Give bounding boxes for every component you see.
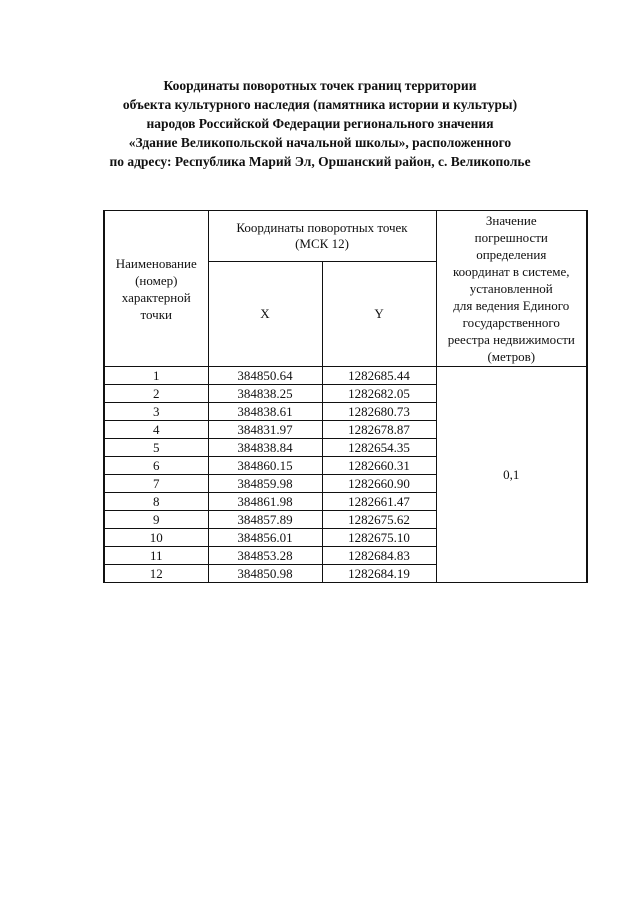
x-coordinate-cell: 384838.25	[208, 385, 322, 403]
table-header-row	[104, 211, 587, 262]
header-coords-line: (МСК 12)	[295, 236, 349, 251]
y-coordinate-cell: 1282685.44	[322, 367, 436, 385]
point-number-cell: 11	[104, 547, 208, 565]
y-coordinate-cell: 1282675.62	[322, 511, 436, 529]
y-coordinate-cell: 1282654.35	[322, 439, 436, 457]
y-coordinate-cell: 1282678.87	[322, 421, 436, 439]
point-number-cell: 10	[104, 529, 208, 547]
coordinates-table	[103, 210, 588, 583]
header-coords-group	[208, 211, 436, 262]
header-point-name-line: характерной	[121, 289, 191, 305]
y-coordinate-cell: 1282660.90	[322, 475, 436, 493]
header-point-name-line: (номер)	[135, 272, 178, 288]
x-coordinate-cell: 384850.64	[208, 367, 322, 385]
header-error-line: определения	[476, 247, 547, 262]
header-error-line: реестра недвижимости	[447, 332, 575, 347]
point-number-cell: 4	[104, 421, 208, 439]
point-number-cell: 1	[104, 367, 208, 385]
point-number-cell: 9	[104, 511, 208, 529]
y-coordinate-cell: 1282682.05	[322, 385, 436, 403]
title-line: народов Российской Федерации регионального значения	[146, 116, 494, 131]
x-coordinate-cell: 384856.01	[208, 529, 322, 547]
header-error-line: государственного	[462, 315, 560, 330]
point-number-cell: 8	[104, 493, 208, 511]
y-coordinate-cell: 1282661.47	[322, 493, 436, 511]
error-value-cell: 0,1	[436, 367, 587, 583]
point-number-cell: 5	[104, 439, 208, 457]
y-coordinate-cell: 1282684.83	[322, 547, 436, 565]
x-coordinate-cell: 384860.15	[208, 457, 322, 475]
x-coordinate-cell: 384850.98	[208, 565, 322, 583]
header-error-value	[436, 211, 587, 367]
y-coordinate-cell: 1282684.19	[322, 565, 436, 583]
header-point-name-line: Наименование	[115, 255, 197, 271]
y-coordinate-cell: 1282675.10	[322, 529, 436, 547]
header-point-name	[104, 211, 208, 367]
x-coordinate-cell: 384861.98	[208, 493, 322, 511]
point-number-cell: 7	[104, 475, 208, 493]
y-coordinate-cell: 1282680.73	[322, 403, 436, 421]
document-title	[60, 76, 580, 171]
header-error-line: для ведения Единого	[453, 298, 570, 313]
y-coordinate-cell: 1282660.31	[322, 457, 436, 475]
x-coordinate-cell: 384838.61	[208, 403, 322, 421]
x-coordinate-cell: 384859.98	[208, 475, 322, 493]
header-coords-line: Координаты поворотных точек	[236, 220, 408, 235]
x-coordinate-cell: 384838.84	[208, 439, 322, 457]
header-error-line: координат в системе,	[453, 264, 570, 279]
header-error-line: установленной	[469, 281, 553, 296]
title-line: по адресу: Республика Марий Эл, Оршанский район, с. Великополье	[109, 154, 531, 169]
point-number-cell: 6	[104, 457, 208, 475]
header-error-line: погрешности	[474, 230, 548, 245]
title-line: Координаты поворотных точек границ территории	[163, 78, 477, 93]
header-point-name-line: точки	[140, 306, 172, 322]
x-coordinate-cell: 384853.28	[208, 547, 322, 565]
point-number-cell: 3	[104, 403, 208, 421]
header-error-line: Значение	[485, 213, 537, 228]
header-error-line: (метров)	[487, 349, 536, 364]
x-coordinate-cell: 384831.97	[208, 421, 322, 439]
title-line: объекта культурного наследия (памятника истории и культуры)	[122, 97, 518, 112]
point-number-cell: 2	[104, 385, 208, 403]
header-y: Y	[322, 262, 436, 367]
title-line: «Здание Великопольской начальной школы», расположенного	[128, 135, 512, 150]
header-x: X	[208, 262, 322, 367]
table-row	[104, 367, 587, 385]
point-number-cell: 12	[104, 565, 208, 583]
x-coordinate-cell: 384857.89	[208, 511, 322, 529]
